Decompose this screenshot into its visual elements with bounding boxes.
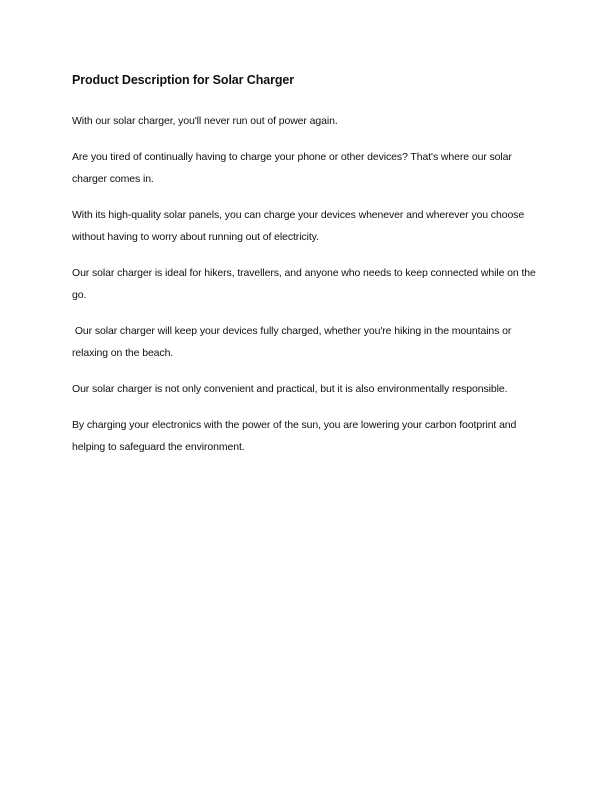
document-title: Product Description for Solar Charger [72,73,295,87]
paragraph-7: By charging your electronics with the power of the sun, you are lowering your carbon footprint and helping to safeguard the environment. [72,419,520,453]
paragraph-5: Our solar charger will keep your devices fully charged, whether you're hiking in the mountains or relaxing on the beach. [72,325,515,359]
paragraph-1: With our solar charger, you'll never run out of power again. [72,115,338,127]
paragraph-2: Are you tired of continually having to charge your phone or other devices? That's where our solar charger comes in. [72,151,515,185]
paragraph-3: With its high-quality solar panels, you can charge your devices whenever and wherever you choose without having to worry about running out of electricity. [72,209,527,243]
paragraph-4: Our solar charger is ideal for hikers, travellers, and anyone who needs to keep connected while on the go. [72,267,539,301]
paragraph-6: Our solar charger is not only convenient and practical, but it is also environmentally responsible. [72,383,508,395]
document-page [72,71,542,472]
